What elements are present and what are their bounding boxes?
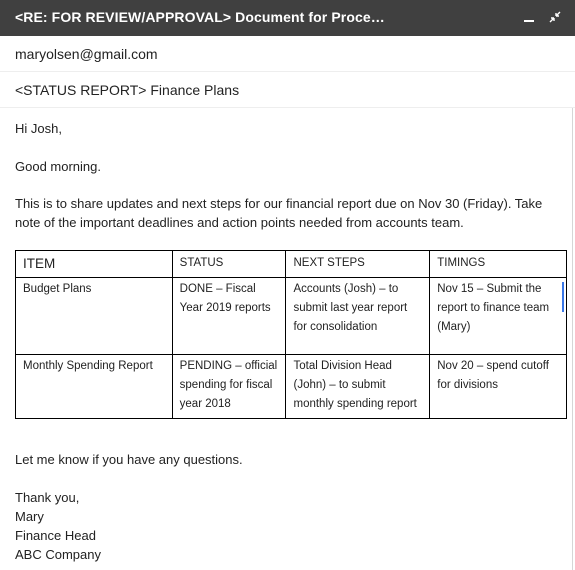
- signature-company: ABC Company: [15, 547, 101, 562]
- header-next-steps: NEXT STEPS: [286, 251, 430, 278]
- greeting: Hi Josh,: [15, 121, 62, 136]
- cell-item: Budget Plans: [16, 278, 173, 355]
- cell-next-steps: Accounts (Josh) – to submit last year report for consolidation: [286, 278, 430, 355]
- signature-name: Mary: [15, 509, 44, 524]
- recipient-email[interactable]: maryolsen@gmail.com: [15, 46, 158, 62]
- cell-timings: Nov 15 – Submit the report to finance team (Mary): [430, 278, 567, 355]
- table-row: [16, 278, 567, 355]
- body-scroll-edge: [572, 108, 573, 570]
- table-row: [16, 355, 567, 419]
- body-line-good-morning: Good morning.: [15, 159, 101, 174]
- subject-text[interactable]: <STATUS REPORT> Finance Plans: [15, 82, 240, 98]
- body-closing-line: Let me know if you have any questions.: [15, 452, 243, 467]
- header-timings: TIMINGS: [430, 251, 567, 278]
- cell-timings: Nov 20 – spend cutoff for divisions: [430, 355, 567, 419]
- body-intro-paragraph: This is to share updates and next steps for our financial report due on Nov 30 (Friday). Take note of the important deadlines and action points needed from accounts team.: [15, 196, 543, 230]
- cell-next-steps: Total Division Head (John) – to submit monthly spending report: [286, 355, 430, 419]
- table-header-row: [16, 251, 567, 278]
- header-item: ITEM: [16, 251, 173, 278]
- exit-fullscreen-icon[interactable]: [546, 8, 564, 26]
- signature-title: Finance Head: [15, 528, 96, 543]
- compose-title: <RE: FOR REVIEW/APPROVAL> Document for Proce…: [15, 9, 385, 25]
- cell-status: PENDING – official spending for fiscal year 2018: [172, 355, 286, 419]
- subject-field[interactable]: [0, 72, 575, 108]
- minimize-icon[interactable]: [520, 8, 538, 26]
- cell-status: DONE – Fiscal Year 2019 reports: [172, 278, 286, 355]
- header-status: STATUS: [172, 251, 286, 278]
- compose-title-bar[interactable]: [0, 0, 575, 36]
- status-report-table[interactable]: [15, 250, 567, 419]
- text-cursor: [562, 282, 564, 312]
- signoff: Thank you,: [15, 490, 80, 505]
- recipient-field[interactable]: [0, 36, 575, 72]
- cell-item: Monthly Spending Report: [16, 355, 173, 419]
